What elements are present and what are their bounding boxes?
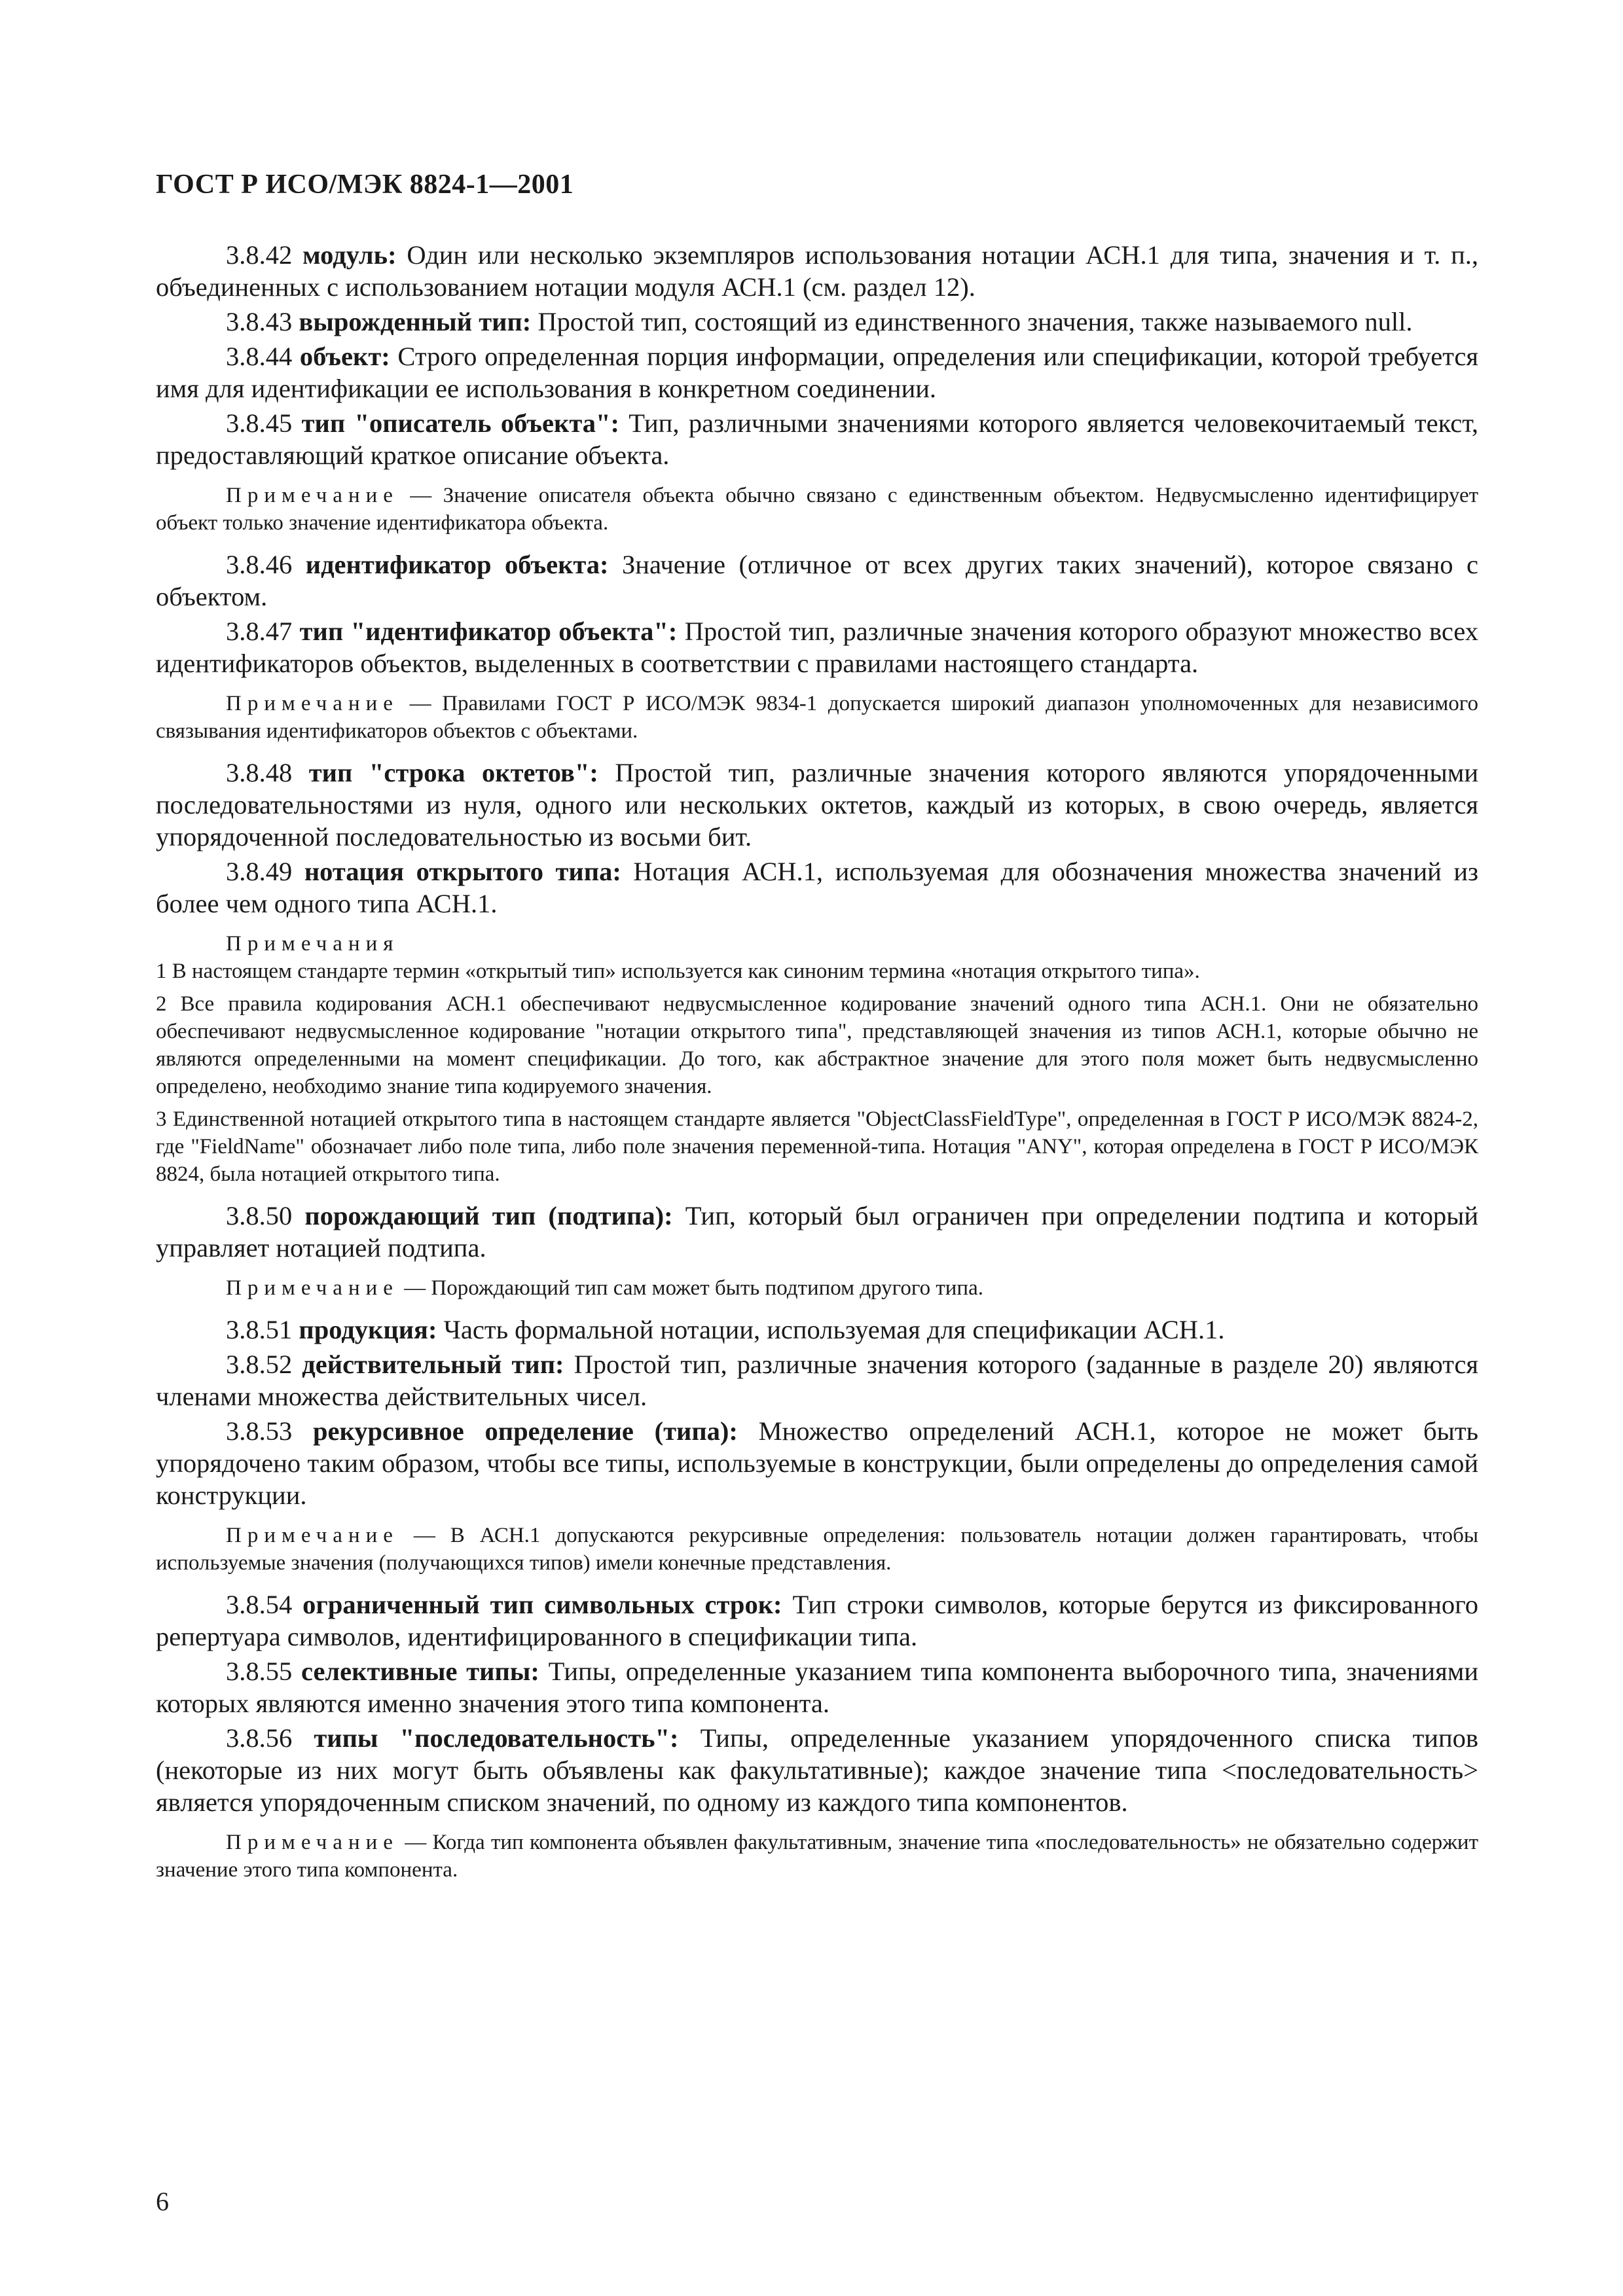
entry-3-8-42 [156,239,1478,303]
entry-3-8-50 [156,1200,1478,1264]
entry-text: Один или несколько экземпляров использования нотации АСН.1 для типа, значения и т. п., объединенных с использованием нотации модуля АСН.1 (см. раздел 12). [156,240,1479,302]
entry-number: 3.8.47 [226,617,293,646]
entry-3-8-55 [156,1655,1478,1719]
entry-text: Простой тип, различные значения которого (заданные в разделе 20) являются членами множества действительных чисел. [156,1350,1479,1411]
entry-term: нотация открытого типа: [304,857,621,886]
entry-number: 3.8.45 [226,408,293,438]
entry-number: 3.8.43 [226,307,293,336]
entry-number: 3.8.46 [226,550,293,579]
entry-3-8-44 [156,340,1478,404]
note-item-2: 2 Все правила кодирования АСН.1 обеспечивают недвусмысленное кодирование значений одного типа АСН.1. Они не обязательно обеспечивают недвусмысленное кодирование "нотации открытого типа", представляющей значения из типов АСН.1, которые обычно не являются определенными на момент спецификации. До того, как абстрактное значение для этого поля может быть недвусмысленно определено, необходимо знание типа кодируемого значения. [156,992,1478,1098]
document-body [156,239,1478,1895]
entry-number: 3.8.42 [226,240,293,270]
note-text: — В АСН.1 допускаются рекурсивные определения: пользователь нотации должен гарантировать, чтобы используемые значения (получающихся типов) имели конечные представления. [156,1524,1479,1575]
entry-term: объект: [299,342,390,371]
entry-number: 3.8.55 [226,1657,293,1686]
entry-text: Тип строки символов, которые берутся из фиксированного репертуара символов, идентифицированного в спецификации типа. [156,1590,1479,1651]
entry-text: Простой тип, различные значения которого являются упорядоченными последовательностями из нуля, одного или нескольких октетов, каждый из которых, в свою очередь, является упорядоченной последовательностью из восьми бит. [156,758,1478,852]
entry-3-8-53 [156,1415,1478,1511]
entry-term: модуль: [302,240,397,270]
entry-term: идентификатор объекта: [305,550,609,579]
entry-3-8-49 [156,855,1478,920]
entry-term: рекурсивное определение (типа): [313,1416,738,1446]
note-label: Примечание [226,484,399,507]
entry-number: 3.8.48 [226,758,293,787]
entry-term: действительный тип: [302,1350,564,1379]
entry-term: тип "строка октетов": [308,758,598,787]
entry-term: селективные типы: [301,1657,539,1686]
note-3-8-50 [156,1274,1478,1302]
entry-term: типы "последовательность": [314,1723,679,1753]
entry-term: тип "описатель объекта": [301,408,619,438]
entry-3-8-47 [156,615,1478,679]
entry-number: 3.8.54 [226,1590,293,1619]
entry-text: Тип, различными значениями которого является человекочитаемый текст, предоставляющий краткое описание объекта. [156,408,1479,470]
note-label: Примечание [226,692,399,715]
note-text: — Когда тип компонента объявлен факультативным, значение типа «последовательность» не обязательно содержит значение этого типа компонента. [156,1831,1479,1882]
page-number: 6 [156,2187,169,2216]
entry-term: ограниченный тип символьных строк: [302,1590,782,1619]
notes-3-8-49 [156,930,1478,1188]
entry-text: Множество определений АСН.1, которое не может быть упорядочено таким образом, чтобы все типы, используемые в конструкции, были определены до определения самой конструкции. [156,1416,1478,1510]
entry-text: Простой тип, различные значения которого образуют множество всех идентификаторов объектов, выделенных в соответствии с правилами настоящего стандарта. [156,617,1478,678]
entry-text: Тип, который был ограничен при определении подтипа и который управляет нотацией подтипа. [156,1201,1479,1263]
entry-number: 3.8.56 [226,1723,293,1753]
entry-number: 3.8.49 [226,857,293,886]
entry-3-8-56 [156,1722,1478,1818]
note-label: Примечание [226,1276,399,1300]
entry-text: Значение (отличное от всех других таких значений), которое связано с объектом. [156,550,1478,611]
note-3-8-45 [156,482,1478,537]
entry-number: 3.8.52 [226,1350,293,1379]
entry-term: порождающий тип (подтипа): [304,1201,673,1230]
note-label: Примечание [226,1831,399,1854]
entry-3-8-43 [156,306,1478,338]
entry-term: продукция: [299,1315,437,1344]
entry-3-8-46 [156,548,1478,613]
entry-text: Простой тип, состоящий из единственного значения, также называемого null. [538,307,1413,336]
entry-3-8-45 [156,407,1478,471]
entry-number: 3.8.51 [226,1315,293,1344]
note-3-8-53 [156,1522,1478,1577]
entry-3-8-52 [156,1348,1478,1412]
entry-text: Типы, определенные указанием упорядоченного списка типов (некоторые из них могут быть объявлены как факультативные); каждое значение типа <последовательность> является упорядоченным списком значений, по одному из каждого типа компонентов. [156,1723,1478,1817]
entry-number: 3.8.53 [226,1416,293,1446]
entry-3-8-54 [156,1588,1478,1653]
entry-text: Нотация АСН.1, используемая для обозначения множества значений из более чем одного типа АСН.1. [156,857,1479,918]
note-label: Примечание [226,1524,399,1547]
entry-3-8-48 [156,757,1478,853]
note-item-1: 1 В настоящем стандарте термин «открытый тип» используется как синоним термина «нотация открытого типа». [156,960,1200,983]
note-item-3: 3 Единственной нотацией открытого типа в настоящем стандарте является "ObjectClassFieldType", определенная в ГОСТ Р ИСО/МЭК 8824-2, где "FieldName" обозначает либо поле типа, либо поле значения переменной-типа. Нотация "ANY", которая определена в ГОСТ Р ИСО/МЭК 8824, была нотацией открытого типа. [156,1107,1478,1186]
entry-number: 3.8.50 [226,1201,293,1230]
note-text: — Значение описателя объекта обычно связано с единственным объектом. Недвусмысленно идентифицирует объект только значение идентификатора объекта. [156,484,1479,535]
entry-number: 3.8.44 [226,342,293,371]
notes-heading: Примечания [226,932,399,956]
entry-text: Типы, определенные указанием типа компонента выборочного типа, значениями которых являются именно значения этого типа компонента. [156,1657,1479,1718]
document-header: ГОСТ Р ИСО/МЭК 8824-1—2001 [156,170,574,200]
entry-3-8-51 [156,1314,1478,1346]
note-text: — Правилами ГОСТ Р ИСО/МЭК 9834-1 допускается широкий диапазон уполномоченных для независимого связывания идентификаторов объектов с объектами. [156,692,1479,743]
entry-term: тип "идентификатор объекта": [299,617,678,646]
note-3-8-56 [156,1829,1478,1884]
entry-text: Часть формальной нотации, используемая для спецификации АСН.1. [443,1315,1225,1344]
entry-text: Строго определенная порция информации, определения или спецификации, которой требуется имя для идентификации ее использования в конкретном соединении. [156,342,1479,403]
entry-term: вырожденный тип: [299,307,532,336]
note-3-8-47 [156,690,1478,745]
note-text: — Порождающий тип сам может быть подтипом другого типа. [404,1276,983,1300]
